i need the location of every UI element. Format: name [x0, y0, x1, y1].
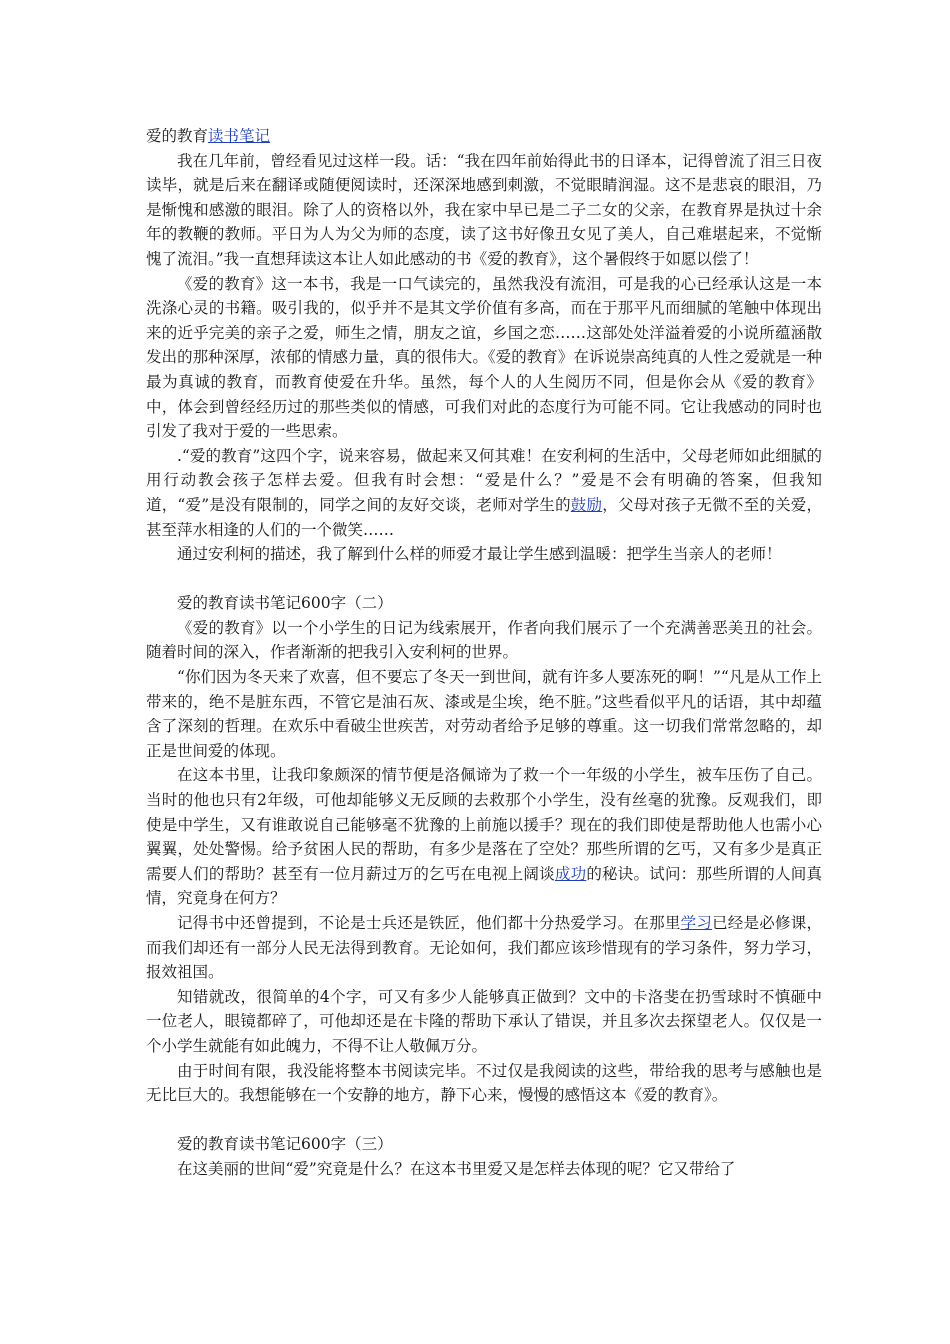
s2-paragraph-1: 《爱的教育》以一个小学生的日记为线索展开，作者向我们展示了一个充满善恶美丑的社会。随着时间的深入，作者渐渐的把我引入安利柯的世界。	[146, 618, 822, 662]
s1-paragraph-1: 我在几年前，曾经看见过这样一段。话：“我在四年前始得此书的日译本，记得曾流了泪三日夜读毕，就是后来在翻译或随便阅读时，还深深地感到刺激，不觉眼睛润湿。这不是悲哀的眼泪，乃是惭愧和感激的眼泪。除了人的资格以外，我在家中早已是二子二女的父亲，在教育界是执过十余年的教鞭的教师。平日为人为父为师的态度，读了这书好像丑女见了美人，自己难堪起来，不觉惭愧了流泪。”我一直想拜读这本让人如此感动的书《爱的教育》，这个暑假终于如愿以偿了！	[146, 151, 822, 268]
s3-paragraph-1: 在这美丽的世间“爱”究竟是什么？在这本书里爱又是怎样去体现的呢？它又带给了	[177, 1159, 736, 1178]
encouragement-link[interactable]: 鼓励	[570, 495, 603, 514]
success-link[interactable]: 成功	[554, 864, 587, 883]
s1-p3-text-b: ，父母对孩子无微不至的关爱，甚至萍水相逢的人们的一个微笑……	[146, 495, 822, 539]
s2-paragraph-2: “你们因为冬天来了欢喜，但不要忘了冬天一到世间，就有许多人要冻死的啊！”“凡是从工作上带来的，绝不是脏东西，不管它是油石灰、漆或是尘埃，绝不脏。”这些看似平凡的话语，其中却蕴含了深刻的哲理。在欢乐中看破尘世疾苦，对劳动者给予足够的尊重。这一切我们常常忽略的，却正是世间爱的体现。	[146, 668, 822, 760]
s1-p3-text-a: .“爱的教育”这四个字，说来容易，做起来又何其难！在安利柯的生活中，父母老师如此细腻的用行动教会孩子怎样去爱。但我有时会想：“爱是什么？”爱是不会有明确的答案，但我知道，“爱”是没有限制的，同学之间的友好交谈，老师对学生的	[146, 446, 822, 514]
doc-title-prefix: 爱的教育	[146, 127, 209, 145]
s1-paragraph-4: 通过安利柯的描述，我了解到什么样的师爱才最让学生感到温暖：把学生当亲人的老师！	[177, 545, 782, 564]
s2-paragraph-4	[146, 911, 822, 985]
section-2-heading: 爱的教育读书笔记600字（二）	[177, 594, 393, 613]
document-page	[146, 124, 822, 1182]
doc-title	[146, 124, 822, 149]
s2-p4-text-b: 已经是必修课，而我们却还有一部分人民无法得到教育。无论如何，我们都应该珍惜现有的学习条件，努力学习，报效祖国。	[146, 914, 822, 982]
section-gap	[146, 567, 822, 592]
s1-paragraph-2: 《爱的教育》这一本书，我是一口气读完的，虽然我没有流泪，可是我的心已经承认这是一本洗涤心灵的书籍。吸引我的，似乎并不是其文学价值有多高，而在于那平凡而细腻的笔触中体现出来的近乎完美的亲子之爱，师生之情，朋友之谊，乡国之恋……这部处处洋溢着爱的小说所蕴涵散发出的那种深厚，浓郁的情感力量，真的很伟大。《爱的教育》在诉说崇高纯真的人性之爱就是一种最为真诚的教育，而教育使爱在升华。虽然，每个人的人生阅历不同，但是你会从《爱的教育》中，体会到曾经经历过的那些类似的情感，可我们对此的态度行为可能不同。它让我感动的同时也引发了我对于爱的一些思索。	[146, 274, 822, 441]
study-link[interactable]: 学习	[680, 914, 713, 932]
section-gap	[146, 1108, 822, 1133]
s2-paragraph-5: 知错就改，很简单的4个字，可又有多少人能够真正做到？文中的卡洛斐在扔雪球时不慎砸中一位老人，眼镜都碎了，可他却还是在卡隆的帮助下承认了错误，并且多次去探望老人。仅仅是一个小学生就能有如此魄力，不得不让人敬佩万分。	[146, 987, 822, 1055]
s1-paragraph-3	[146, 444, 822, 542]
s2-p3-text-b: 的秘诀。试问：那些所谓的人间真情，究竟身在何方？	[146, 864, 822, 908]
section-3-heading: 爱的教育读书笔记600字（三）	[177, 1135, 393, 1154]
s2-p3-text-a: 在这本书里，让我印象颇深的情节便是洛佩谛为了救一个一年级的小学生，被车压伤了自己。当时的他也只有2年级，可他却能够义无反顾的去救那个小学生，没有丝毫的犹豫。反观我们，即使是中学生，又有谁敢说自己能够毫不犹豫的上前施以援手？现在的我们即使是帮助他人也需小心翼翼，处处警惕。给予贫困人民的帮助，有多少是落在了空处？那些所谓的乞丐，又有多少是真正需要人们的帮助？甚至有一位月薪过万的乞丐在电视上阔谈	[146, 766, 822, 883]
reading-notes-link[interactable]: 读书笔记	[208, 127, 271, 145]
s2-paragraph-3	[146, 763, 822, 911]
s2-p4-text-a: 记得书中还曾提到，不论是士兵还是铁匠，他们都十分热爱学习。在那里	[177, 914, 681, 932]
s2-paragraph-6: 由于时间有限，我没能将整本书阅读完毕。不过仅是我阅读的这些，带给我的思考与感触也是无比巨大的。我想能够在一个安静的地方，静下心来，慢慢的感悟这本《爱的教育》。	[146, 1061, 822, 1105]
